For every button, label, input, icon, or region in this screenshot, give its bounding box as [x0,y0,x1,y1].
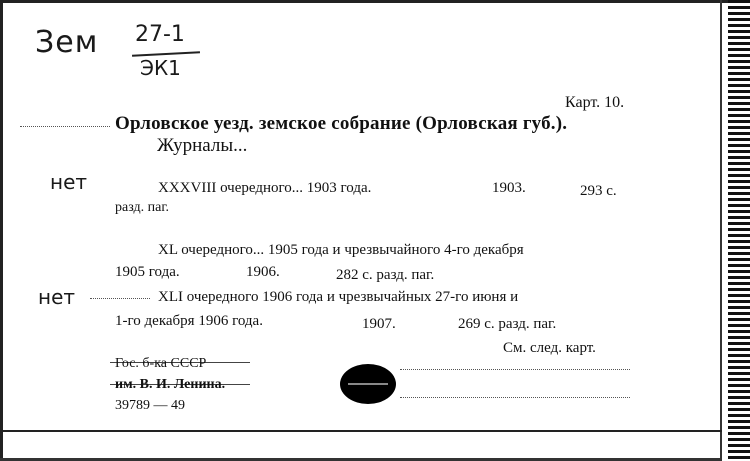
card-subtitle: Журналы... [157,135,248,156]
entry-2-year: 1906. [246,264,280,280]
entry-2-line-2: 1905 года. [115,264,180,280]
entry-1-line-1: XXXVIII очередного... 1903 года. [158,180,372,196]
entry-1-pages: 293 с. [580,183,617,199]
entry-1-line-2: разд. паг. [115,200,169,215]
entry-3-pages: 269 с. разд. паг. [458,316,557,332]
dotted-rule [400,369,630,371]
entry-2-pages: 282 с. разд. паг. [336,267,435,283]
entry-2-line-1: XL очередного... 1905 года и чрезвычайного 4-го декабря [158,242,524,258]
card-title: Орловское уезд. земское собрание (Орловская губ.). [115,113,568,134]
see-next-card: См. след. карт. [503,340,596,356]
entry-3-year: 1907. [362,316,396,332]
handwritten-net-note-1: нет [50,170,88,194]
handwritten-zem: Зем [35,25,99,60]
card-bottom-rule [0,430,722,432]
card-left-edge [0,0,3,461]
handwritten-shelf-number-top: 27-1 [135,22,185,47]
ink-stamp-blot [340,364,396,404]
library-stamp-line-3: 39789 — 49 [115,398,185,413]
entry-3-line-2: 1-го декабря 1906 года. [115,313,263,329]
entry-3-line-1: XLI очередного 1906 года и чрезвычайных 27-го июня и [158,289,519,305]
dotted-rule [20,126,110,128]
handwritten-shelf-number-bottom: ЭК1 [140,56,181,80]
card-top-edge [0,0,750,3]
card-number: Карт. 10. [565,94,625,111]
card-right-rule [720,0,722,461]
library-stamp-line-2: им. В. И. Ленина. [115,377,226,392]
dotted-rule [400,397,630,399]
handwritten-net-note-2: нет [38,285,76,309]
card-right-edge [728,0,750,461]
dotted-rule [90,298,150,300]
library-stamp-line-1: Гос. б-ка СССР [115,356,207,371]
entry-1-year: 1903. [492,180,526,196]
